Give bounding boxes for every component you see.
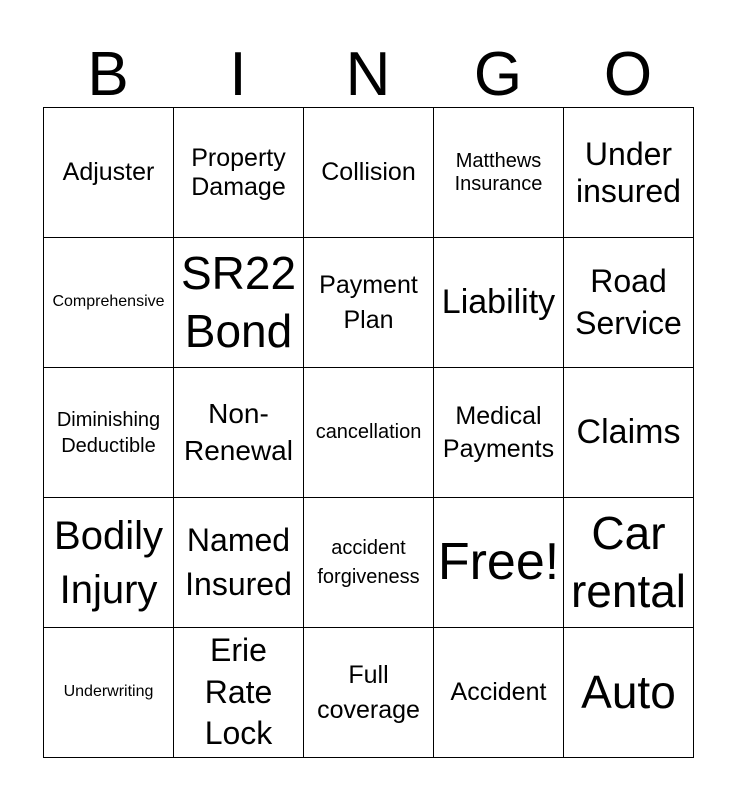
cell-label: Erie Rate Lock: [204, 632, 273, 752]
header-letter-g: G: [473, 40, 523, 109]
bingo-cell-r4c4[interactable]: [434, 498, 564, 628]
header-letter-n: N: [345, 40, 391, 109]
cell-label: Property Damage: [191, 143, 286, 201]
bingo-cell-r1c4[interactable]: [434, 108, 564, 238]
bingo-cell-r2c4[interactable]: [434, 238, 564, 368]
bingo-cell-r1c1[interactable]: [44, 108, 174, 238]
bingo-cell-r3c1[interactable]: [44, 368, 174, 498]
cell-label: Road Service: [575, 262, 682, 341]
bingo-board: [43, 107, 694, 758]
cell-label: Under insured: [576, 135, 681, 209]
cell-label: Bodily Injury: [54, 513, 163, 612]
bingo-header: [43, 42, 693, 108]
header-letter-o: O: [603, 40, 653, 109]
bingo-cell-r1c5[interactable]: [564, 108, 694, 238]
cell-label: Comprehensive: [52, 293, 165, 311]
cell-label: Diminishing Deductible: [56, 408, 161, 457]
bingo-cell-r5c1[interactable]: [44, 628, 174, 758]
bingo-cell-r4c1[interactable]: [44, 498, 174, 628]
bingo-cell-r5c2[interactable]: [174, 628, 304, 758]
cell-label: SR22 Bond: [180, 247, 297, 357]
cell-label: Auto: [581, 666, 676, 719]
cell-label: Collision: [321, 158, 416, 187]
cell-label: accident forgiveness: [317, 536, 420, 588]
cell-label: Liability: [441, 282, 556, 321]
header-letter-i: I: [229, 40, 247, 109]
cell-label: Named Insured: [185, 522, 292, 602]
header-letter-b: B: [87, 40, 129, 109]
cell-label: Claims: [576, 412, 681, 451]
cell-label: Accident: [450, 678, 547, 707]
bingo-cell-r3c3[interactable]: [304, 368, 434, 498]
bingo-cell-r4c3[interactable]: [304, 498, 434, 628]
cell-label: Medical Payments: [442, 402, 555, 463]
bingo-cell-r4c5[interactable]: [564, 498, 694, 628]
bingo-cell-r2c2[interactable]: [174, 238, 304, 368]
bingo-cell-r1c3[interactable]: [304, 108, 434, 238]
cell-label: Car rental: [570, 507, 687, 617]
bingo-cell-r3c4[interactable]: [434, 368, 564, 498]
bingo-cell-r5c3[interactable]: [304, 628, 434, 758]
bingo-cell-r4c2[interactable]: [174, 498, 304, 628]
cell-label: Matthews Insurance: [454, 149, 543, 195]
bingo-cell-r1c2[interactable]: [174, 108, 304, 238]
bingo-cell-r3c2[interactable]: [174, 368, 304, 498]
cell-label: Full coverage: [317, 660, 420, 724]
bingo-cell-r5c4[interactable]: [434, 628, 564, 758]
cell-label: Free!: [437, 532, 560, 591]
bingo-cell-r5c5[interactable]: [564, 628, 694, 758]
cell-label: Underwriting: [63, 683, 154, 701]
cell-label: Non- Renewal: [184, 398, 293, 466]
cell-label: Payment Plan: [319, 270, 418, 334]
cell-label: cancellation: [315, 421, 422, 443]
bingo-cell-r2c5[interactable]: [564, 238, 694, 368]
bingo-cell-r2c1[interactable]: [44, 238, 174, 368]
cell-label: Adjuster: [62, 158, 155, 187]
bingo-cell-r3c5[interactable]: [564, 368, 694, 498]
bingo-cell-r2c3[interactable]: [304, 238, 434, 368]
